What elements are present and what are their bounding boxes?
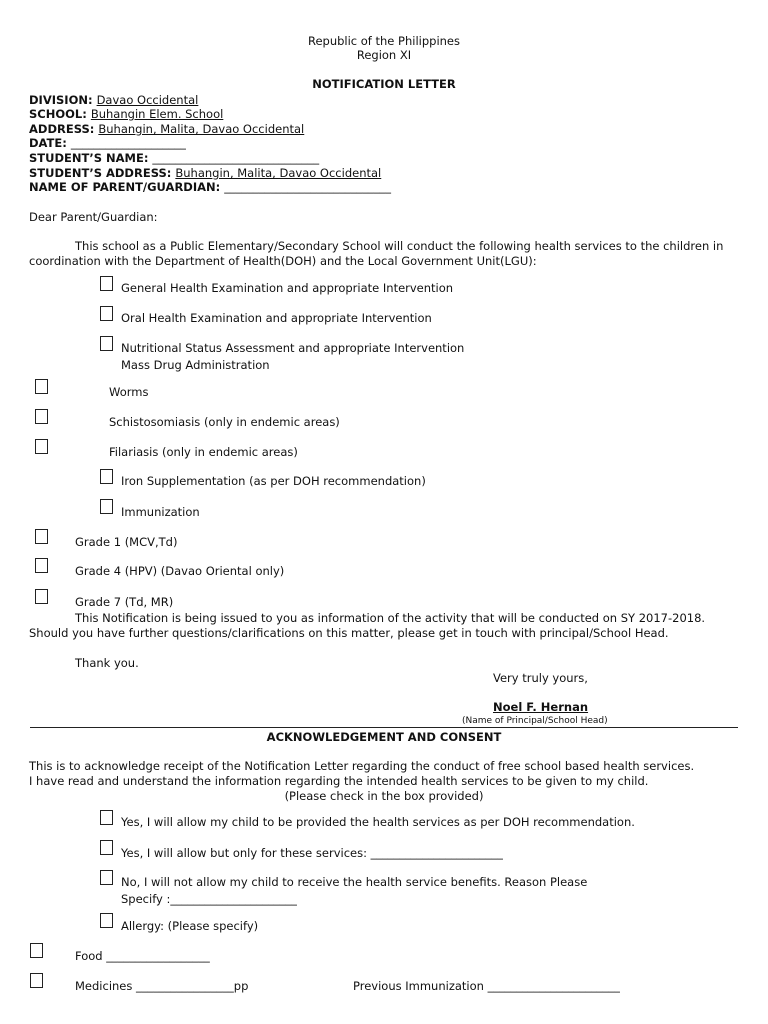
checkbox-grade1[interactable] xyxy=(35,529,48,544)
medicines-label: Medicines _________________pp xyxy=(75,979,249,993)
school-row xyxy=(29,107,223,121)
closing-line-2: Should you have further questions/clarifications on this matter, please get in touch with principal/School Head. xyxy=(29,626,669,640)
signer-role: (Name of Principal/School Head) xyxy=(462,716,608,726)
intro-line-1: This school as a Public Elementary/Secondary School will conduct the following health services to the children in xyxy=(75,239,724,253)
section-divider xyxy=(30,727,738,728)
division-row xyxy=(29,93,198,107)
thank-you: Thank you. xyxy=(75,656,139,670)
ack-instruction: (Please check in the box provided) xyxy=(284,789,484,803)
service-mda: Mass Drug Administration xyxy=(121,358,270,372)
consent-no-label: No, I will not allow my child to receive the health service benefits. Reason Please xyxy=(121,875,588,889)
checkbox-general-health[interactable] xyxy=(100,276,113,291)
service-grade4: Grade 4 (HPV) (Davao Oriental only) xyxy=(75,564,285,578)
intro-line-2: coordination with the Department of Health(DOH) and the Local Government Unit(LGU): xyxy=(29,254,537,268)
service-iron: Iron Supplementation (as per DOH recommendation) xyxy=(121,474,426,488)
service-worms: Worms xyxy=(109,385,149,399)
checkbox-consent-no[interactable] xyxy=(100,870,113,885)
parent-blank: _____________________________ xyxy=(224,180,391,194)
school-value: Buhangin Elem. School xyxy=(90,107,224,121)
previous-immunization-label: Previous Immunization _______________________ xyxy=(353,979,620,993)
date-row xyxy=(29,136,186,150)
checkbox-consent-yes[interactable] xyxy=(100,810,113,825)
service-nutritional: Nutritional Status Assessment and appropriate Intervention xyxy=(121,341,465,355)
food-label: Food __________________ xyxy=(75,949,210,963)
checkbox-grade4[interactable] xyxy=(35,558,48,573)
ack-line-2: I have read and understand the information regarding the intended health services to be given to my child. xyxy=(29,774,649,788)
signoff: Very truly yours, xyxy=(493,671,588,685)
service-filariasis: Filariasis (only in endemic areas) xyxy=(109,445,298,459)
closing-line-1: This Notification is being issued to you as information of the activity that will be conducted on SY 2017-2018. xyxy=(75,611,706,625)
service-immunization: Immunization xyxy=(121,505,200,519)
header-region: Region XI xyxy=(356,48,412,62)
student-name-label: STUDENT’S NAME: xyxy=(29,151,153,165)
checkbox-nutritional[interactable] xyxy=(100,336,113,351)
student-address-label: STUDENT’S ADDRESS: xyxy=(29,166,176,180)
consent-partial-label: Yes, I will allow but only for these services: _______________________ xyxy=(121,846,503,860)
signer-name: Noel F. Hernan xyxy=(493,700,589,714)
student-address-value: Buhangin, Malita, Davao Occidental xyxy=(175,166,382,180)
checkbox-filariasis[interactable] xyxy=(35,439,48,454)
ack-title: ACKNOWLEDGEMENT AND CONSENT xyxy=(266,730,502,744)
school-label: SCHOOL: xyxy=(29,107,91,121)
address-row xyxy=(29,122,304,136)
date-label: DATE: xyxy=(29,136,71,150)
salutation: Dear Parent/Guardian: xyxy=(29,210,158,224)
address-label: ADDRESS: xyxy=(29,122,99,136)
service-general-health: General Health Examination and appropriate Intervention xyxy=(121,281,454,295)
address-value: Buhangin, Malita, Davao Occidental xyxy=(98,122,305,136)
allergy-label: Allergy: (Please specify) xyxy=(121,919,259,933)
checkbox-consent-partial[interactable] xyxy=(100,840,113,855)
service-grade7: Grade 7 (Td, MR) xyxy=(75,595,174,609)
checkbox-allergy[interactable] xyxy=(100,913,113,928)
parent-row xyxy=(29,180,391,194)
service-grade1: Grade 1 (MCV,Td) xyxy=(75,535,178,549)
division-value: Davao Occidental xyxy=(96,93,199,107)
parent-label: NAME OF PARENT/GUARDIAN: xyxy=(29,180,225,194)
service-schistosomiasis: Schistosomiasis (only in endemic areas) xyxy=(109,415,340,429)
student-name-blank: _____________________________ xyxy=(152,151,320,165)
checkbox-immunization[interactable] xyxy=(100,499,113,514)
checkbox-grade7[interactable] xyxy=(35,589,48,604)
checkbox-food[interactable] xyxy=(30,943,43,958)
checkbox-worms[interactable] xyxy=(35,379,48,394)
division-label: DIVISION: xyxy=(29,93,97,107)
student-address-row xyxy=(29,166,381,180)
checkbox-schistosomiasis[interactable] xyxy=(35,409,48,424)
header-country: Republic of the Philippines xyxy=(307,34,461,48)
date-blank: ____________________ xyxy=(70,136,186,150)
checkbox-medicines[interactable] xyxy=(30,973,43,988)
checkbox-oral-health[interactable] xyxy=(100,306,113,321)
student-name-row xyxy=(29,151,319,165)
service-oral-health: Oral Health Examination and appropriate Intervention xyxy=(121,311,432,325)
ack-line-1: This is to acknowledge receipt of the Notification Letter regarding the conduct of free school based health services. xyxy=(29,759,695,773)
consent-yes-label: Yes, I will allow my child to be provided the health services as per DOH recommendation. xyxy=(121,815,635,829)
consent-no-specify: Specify :______________________ xyxy=(121,892,297,906)
document-title: NOTIFICATION LETTER xyxy=(312,77,456,91)
checkbox-iron[interactable] xyxy=(100,469,113,484)
